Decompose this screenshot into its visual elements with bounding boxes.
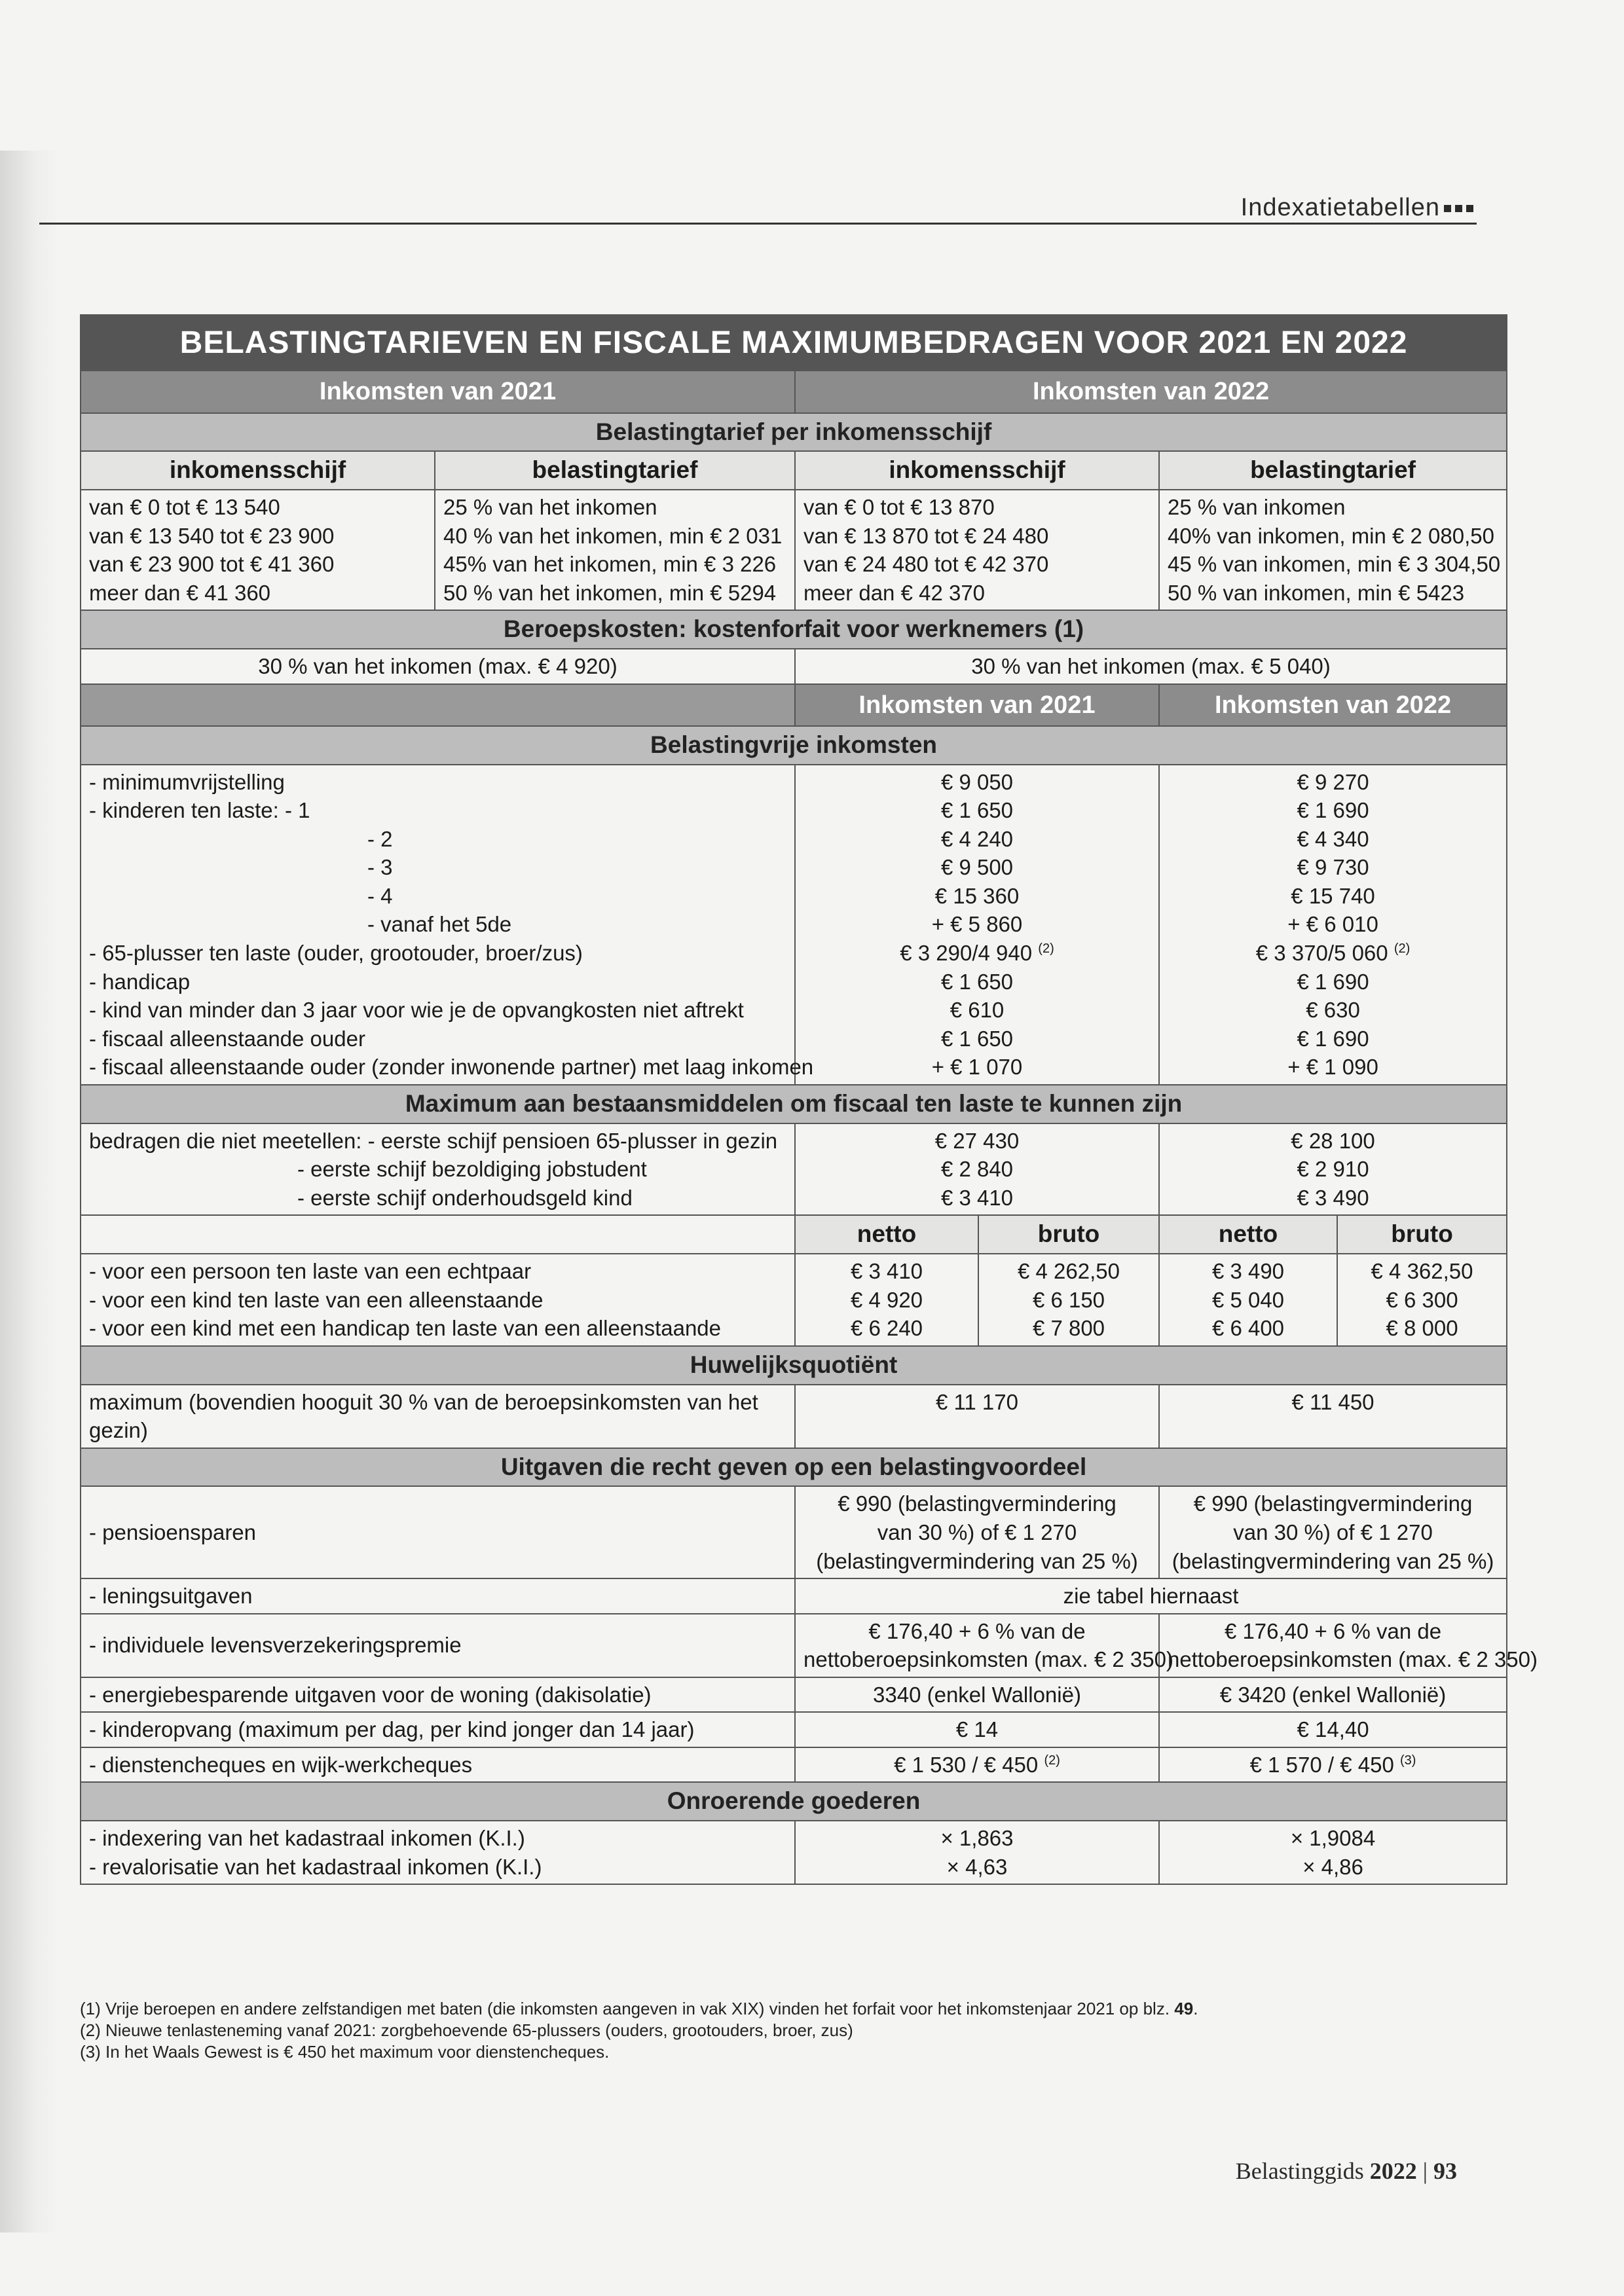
vrij-value: € 9 050 [940,769,1014,794]
cheques-2022 [1159,1747,1507,1783]
vrij-label: - vanaf het 5de [367,912,512,937]
vrij-value: € 15 740 [1291,883,1375,908]
footnote-ref: (2) [1038,941,1054,956]
tax-table [80,314,1538,1885]
vrij-value: € 1 690 [1297,1026,1369,1051]
pensioen-line: van 30 %) of € 1 270 [877,1520,1077,1544]
vrij-values-2021 [795,765,1159,1085]
vrij-value: € 630 [1306,998,1360,1023]
vrij-value: € 9 270 [1297,769,1369,794]
header-rule [39,223,1477,225]
schijf: van € 13 870 tot € 24 480 [803,523,1049,548]
col-netto-2022: netto [1159,1215,1337,1254]
leven-line: € 176,40 + 6 % van de [1224,1618,1442,1643]
vrij-value: € 1 650 [940,1026,1014,1051]
onroerend-value: × 1,863 [940,1826,1014,1851]
vrij-value [1168,939,1498,968]
tarieven-2021 [435,490,795,610]
vrij-value: € 9 730 [1297,855,1369,880]
netto-2021 [795,1254,978,1346]
vrij-value: € 1 650 [940,969,1014,994]
footnote-text: (1) Vrije beroepen en andere zelfstandigen met baten (die inkomsten aangeven in vak XIX) vinden het forfait voor het inkomstenjaar 2021 op blz. [80,1999,1170,2018]
schijf: van € 0 tot € 13 540 [89,495,280,520]
bestaans-value: € 27 430 [934,1128,1020,1153]
bestaans-2022 [1159,1123,1507,1216]
onroerend-labels [81,1821,795,1884]
pensioen-2021 [795,1486,1159,1578]
tarief: 45% van het inkomen, min € 3 226 [443,552,777,577]
opvang-label: - kinderopvang (maximum per dag, per kind jonger dan 14 jaar) [81,1712,795,1747]
bruto-value: € 4 362,50 [1371,1259,1473,1284]
vrij-value: € 4 240 [940,826,1014,851]
pensioen-line: € 990 (belastingvermindering [838,1491,1116,1516]
bestaans-value: € 3 490 [1297,1185,1369,1210]
section-bestaansmiddelen: Maximum aan bestaansmiddelen om fiscaal ten laste te kunnen zijn [81,1085,1507,1123]
bestaans-value: € 2 910 [1297,1157,1369,1182]
page-footer [1236,2157,1457,2185]
bruto-value: € 6 150 [1032,1287,1105,1312]
col-tarief-2022: belastingtarief [1159,451,1507,490]
schijven-2022 [795,490,1159,610]
schijven-2021 [81,490,435,610]
onroerend-label: - indexering van het kadastraal inkomen (K.I.) [89,1826,525,1851]
person-label: - voor een kind met een handicap ten laste van een alleenstaande [89,1316,722,1341]
running-header [1241,194,1473,222]
spacer-cell [81,1215,795,1254]
bestaans-2021 [795,1123,1159,1216]
footnote-ref: (2) [1044,1753,1060,1768]
bruto-2021 [978,1254,1159,1346]
footnotes [80,1998,1198,2063]
vrij-label: - 3 [367,855,393,880]
section-beroepskosten: Beroepskosten: kostenforfait voor werknemers (1) [81,610,1507,649]
onroerend-value: × 4,86 [1302,1854,1363,1879]
schijf: van € 24 480 tot € 42 370 [803,552,1049,577]
schijf: van € 0 tot € 13 870 [803,495,995,520]
footer-year: 2022 [1369,2158,1417,2184]
huwelijk-2022: € 11 450 [1159,1385,1507,1448]
netto-value: € 6 400 [1211,1316,1285,1341]
pensioen-2022 [1159,1486,1507,1578]
onroerend-label: - revalorisatie van het kadastraal inkomen (K.I.) [89,1854,542,1879]
vrij-value: € 15 360 [934,883,1020,908]
tarief: 50 % van het inkomen, min € 5294 [443,580,777,605]
vrij-value-text: € 3 290/4 940 [900,941,1033,965]
vrij-value: € 610 [950,998,1005,1023]
pensioen-line: (belastingvermindering van 25 %) [1172,1548,1494,1573]
vrij-value: € 1 690 [1297,798,1369,823]
leven-line: € 176,40 + 6 % van de [868,1618,1086,1643]
bruto-value: € 8 000 [1386,1316,1458,1341]
bestaans-label [89,1127,786,1156]
section-onroerend: Onroerende goederen [81,1782,1507,1821]
footnote-2: (2) Nieuwe tenlasteneming vanaf 2021: zorgbehoevende 65-plussers (ouders, grootouders, broer, zus) [80,2020,853,2041]
energie-2022: € 3420 (enkel Wallonië) [1159,1677,1507,1713]
page-number: 93 [1433,2158,1457,2184]
lening-value: zie tabel hiernaast [795,1578,1507,1614]
person-label: - voor een persoon ten laste van een echtpaar [89,1259,532,1284]
netto-value: € 6 240 [850,1316,923,1341]
cheques-2021 [795,1747,1159,1783]
section-huwelijksquotient: Huwelijksquotiënt [81,1346,1507,1385]
header-square-icon [1444,205,1451,212]
footer-separator: | [1422,2158,1428,2184]
page-shadow [0,151,59,2232]
footnote-1: (1) Vrije beroepen en andere zelfstandigen met baten (die inkomsten aangeven in vak XIX) vinden het forfait voor het inkomstenjaar 2021 op blz. 49. [80,1999,1198,2018]
persons-labels [81,1254,795,1346]
person-label: - voor een kind ten laste van een alleenstaande [89,1287,544,1312]
bestaans-item: - eerste schijf pensioen 65-plusser in gezin [367,1128,778,1153]
schijf: meer dan € 41 360 [89,580,271,605]
vrij-value: € 9 500 [940,855,1014,880]
tarief: 50 % van inkomen, min € 5423 [1168,580,1465,605]
vrij-label: - minimumvrijstelling [89,769,285,794]
year-2021-header: Inkomsten van 2021 [81,371,795,412]
tarief: 40% van inkomen, min € 2 080,50 [1168,523,1494,548]
onroerend-value: × 1,9084 [1290,1826,1376,1851]
vrij-label: - 65-plusser ten laste (ouder, grootouder, broer/zus) [89,941,583,965]
header-square-icon [1455,205,1462,212]
netto-value: € 5 040 [1211,1287,1285,1312]
netto-value: € 4 920 [850,1287,923,1312]
table-title: BELASTINGTARIEVEN EN FISCALE MAXIMUMBEDRAGEN VOOR 2021 EN 2022 [81,315,1507,371]
energie-2021: 3340 (enkel Wallonië) [795,1677,1159,1713]
bestaans-value: € 28 100 [1291,1128,1375,1153]
vrij-value [803,939,1151,968]
leven-2022 [1159,1614,1538,1677]
bruto-2022 [1337,1254,1507,1346]
beroepskosten-2021: 30 % van het inkomen (max. € 4 920) [81,649,795,684]
vrij-value: € 4 340 [1297,826,1369,851]
footer-title: Belastinggids [1235,2158,1364,2184]
year-2022-header: Inkomsten van 2022 [1159,684,1507,726]
cheques-label: - dienstencheques en wijk-werkcheques [81,1747,795,1783]
year-2022-header: Inkomsten van 2022 [795,371,1507,412]
onroerend-value: × 4,63 [946,1854,1008,1879]
energie-label: - energiebesparende uitgaven voor de woning (dakisolatie) [81,1677,795,1713]
pensioen-line: € 990 (belastingvermindering [1193,1491,1473,1516]
netto-value: € 3 490 [1211,1259,1285,1284]
vrij-label: - kind van minder dan 3 jaar voor wie je de opvangkosten niet aftrekt [89,998,744,1023]
bestaans-item: - eerste schijf bezoldiging jobstudent [297,1157,647,1182]
col-schijf-2022: inkomensschijf [795,451,1159,490]
footnote-ref: (3) [1399,1753,1416,1768]
bestaans-value: € 2 840 [940,1157,1014,1182]
huwelijk-2021: € 11 170 [795,1385,1159,1448]
vrij-label: - kinderen ten laste: - 1 [89,798,310,823]
vrij-value: € 1 690 [1297,969,1369,994]
pensioen-label: - pensioensparen [81,1486,795,1578]
onroerend-2021 [795,1821,1159,1884]
vrij-values-2022 [1159,765,1507,1085]
vrij-value: + € 1 070 [931,1055,1023,1080]
bruto-value: € 6 300 [1386,1287,1458,1312]
netto-2022 [1159,1254,1337,1346]
vrij-value: + € 1 090 [1287,1055,1378,1080]
col-netto-2021: netto [795,1215,978,1254]
bruto-value: € 7 800 [1032,1316,1105,1341]
section-tarief: Belastingtarief per inkomensschijf [81,413,1507,452]
lening-label: - leningsuitgaven [81,1578,795,1614]
schijf: van € 23 900 tot € 41 360 [89,552,335,577]
pensioen-line: van 30 %) of € 1 270 [1233,1520,1433,1544]
opvang-2021: € 14 [795,1712,1159,1747]
spacer-cell [81,684,795,726]
cheques-value: € 1 530 / € 450 [894,1752,1039,1777]
col-schijf-2021: inkomensschijf [81,451,435,490]
beroepskosten-2022: 30 % van het inkomen (max. € 5 040) [795,649,1507,684]
footnote-ref: (2) [1393,941,1411,956]
vrij-label: - fiscaal alleenstaande ouder (zonder inwonende partner) met laag inkomen [89,1055,814,1080]
leven-2021 [795,1614,1173,1677]
footnote-page: 49 [1174,1999,1194,2018]
huwelijk-label: maximum (bovendien hooguit 30 % van de beroepsinkomsten van het gezin) [81,1385,795,1448]
vrij-value: + € 6 010 [1287,912,1378,937]
tarieven-2022 [1159,490,1507,610]
col-tarief-2021: belastingtarief [435,451,795,490]
vrij-label: - 4 [367,883,393,908]
tarief: 40 % van het inkomen, min € 2 031 [443,523,783,548]
tarief: 25 % van het inkomen [443,495,657,520]
netto-value: € 3 410 [850,1259,923,1284]
onroerend-2022 [1159,1821,1507,1884]
vrij-value-text: € 3 370/5 060 [1255,941,1388,965]
leven-label: - individuele levensverzekeringspremie [81,1614,795,1677]
section-belastingvrij: Belastingvrije inkomsten [81,726,1507,765]
year-2021-header: Inkomsten van 2021 [795,684,1159,726]
col-bruto-2022: bruto [1337,1215,1507,1254]
running-header-text: Indexatietabellen [1240,194,1440,221]
tarief: 45 % van inkomen, min € 3 304,50 [1168,552,1501,577]
leven-line: nettoberoepsinkomsten (max. € 2 350) [803,1647,1173,1672]
opvang-2022: € 14,40 [1159,1712,1507,1747]
schijf: van € 13 540 tot € 23 900 [89,523,335,548]
bestaans-item: - eerste schijf onderhoudsgeld kind [297,1185,633,1210]
vrij-label: - handicap [89,969,191,994]
schijf: meer dan € 42 370 [803,580,986,605]
col-bruto-2021: bruto [978,1215,1159,1254]
section-uitgaven: Uitgaven die recht geven op een belastingvoordeel [81,1448,1507,1487]
pensioen-line: (belastingvermindering van 25 %) [816,1548,1138,1573]
bestaans-labels [81,1123,795,1216]
vrij-value: € 1 650 [940,798,1014,823]
vrij-label: - 2 [367,826,393,851]
vrij-labels [81,765,814,1085]
bestaans-intro: bedragen die niet meetellen: [89,1128,362,1153]
tarief: 25 % van inkomen [1168,495,1346,520]
leven-line: nettoberoepsinkomsten (max. € 2 350) [1168,1647,1538,1672]
vrij-value: + € 5 860 [931,912,1023,937]
vrij-label: - fiscaal alleenstaande ouder [89,1026,365,1051]
footnote-3: (3) In het Waals Gewest is € 450 het maximum voor dienstencheques. [80,2042,610,2062]
cheques-value: € 1 570 / € 450 [1249,1752,1394,1777]
header-square-icon [1466,205,1473,212]
bestaans-value: € 3 410 [940,1185,1014,1210]
bruto-value: € 4 262,50 [1018,1259,1120,1284]
